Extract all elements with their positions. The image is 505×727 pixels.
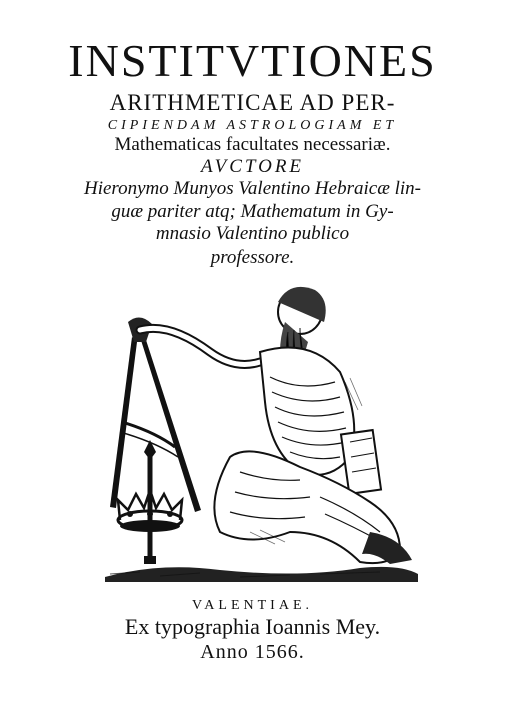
title-line-1: INSTITVTIONES [68,35,437,86]
author-line-3: mnasio Valentino publico [155,223,350,244]
woodcut-illustration [100,282,420,587]
crown-icon [118,440,182,564]
auctore-label: AVCTORE [200,156,305,177]
author-line-2: guæ pariter atq; Mathematum in Gy- [111,201,394,222]
author-line-4: professore. [210,247,295,268]
imprint-city: VALENTIAE. [191,598,313,613]
author-line-1: Hieronymo Munyos Valentino Hebraicæ lin- [83,178,422,199]
title-line-4: Mathematicas facultates necessariæ. [114,134,391,155]
title-line-2: ARITHMETICAE AD PER- [109,90,396,115]
imprint-year: Anno 1566. [200,641,305,663]
compass-icon [110,317,201,512]
title-line-3: CIPIENDAM ASTROLOGIAM ET [107,118,398,133]
imprint-printer: Ex typographia Ioannis Mey. [124,614,381,639]
